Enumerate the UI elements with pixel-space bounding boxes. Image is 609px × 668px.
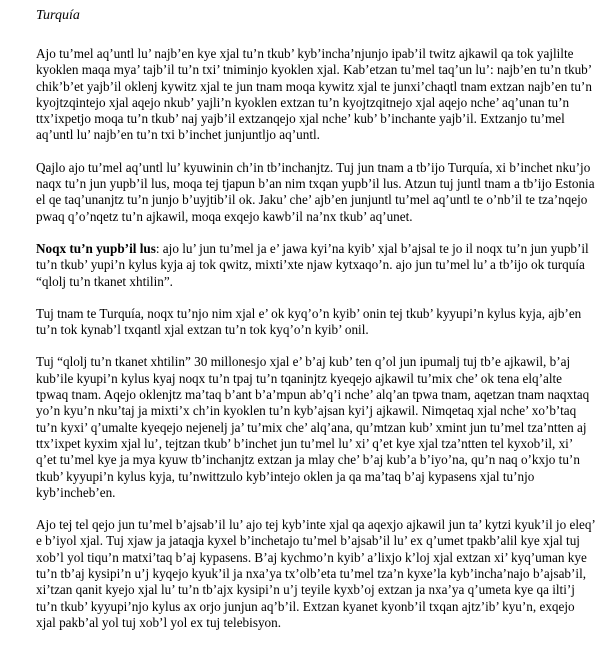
paragraph-3 (36, 241, 595, 290)
paragraph-3-bold-lead: Noqx tu’n yupb’il lus (36, 240, 156, 256)
paragraph-3-text: : ajo lu’ jun tu’mel ja e’ jawa kyi’na kyib’ xjal b’ajsal te jo il noqx tu’n jun yupb’il tu’n tkub’ yupi’n kylus kyja aj tok qwitz, mixti’xte njaw kytxaqo’n. ajo jun tu’mel lu’ a tb’ijo ok turquía “qlolj tu’n tkanet xhtilin”. (36, 240, 589, 289)
paragraph-2: Qajlo ajo tu’mel aq’untl lu’ kyuwinin ch’in tb’inchanjtz. Tuj jun tnam a tb’ijo Turquía, xi b’inchet nku’jo naqx tu’n jun yupb’il lus, moqa tej tjapun b’an nim txqan yupb’il lus. Atzun tuj juntl tnam a tb’ijo Estonia el qe taq’unanjtz tu’n junjo b’uyjtib’il ok. Jaku’ che’ ajb’en junjuntl tu’mel aq’untl te o’nb’il te tza’nqejo pwaq q’o’nqetz tu’n ajkawil, moqa exqejo kawb’il na’nx tkub’ aq’unet. (36, 159, 595, 224)
paragraph-1: Ajo tu’mel aq’untl lu’ najb’en kye xjal tu’n tkub’ kyb’incha’njunjo ipab’il twitz ajkawil qa tok yajlilte kyoklen maqa mya’ tajb’il tu’n txi’ tniminjo kyoklen xjal. Kab’etzan tu’mel taq’un lu’: najb’en tu’n tkub’ chik’b’et yajb’il oklenj kywitz xjal te jun tnam moqa kywitz xjal te junxi’chaqtl tnam extzan najb’en tu’n kyojtzqintejo xjal aqejo nkub’ yajli’n kyoklen extzan tu’n kyojtzqitnejo xjal aqejo nche’ aq’unan tu’n ttx’ixpetjo moqa tu’n tkub’ naj yajb’il extzanqejo xjal nche’ kub’ b’inchante yajb’il. Extzanjo tu’mel aq’untl lu’ najb’en tu’n txi b’inchet junjuntljo aq’untl. (36, 46, 592, 143)
paragraph-6: Ajo tej tel qejo jun tu’mel b’ajsab’il lu’ ajo tej kyb’inte xjal qa aqexjo ajkawil jun ta’ kytzi kyuk’il jo eleq’ e b’iyol xjal. Tuj xjaw ja jataqja kyxel b’inchetajo tu’mel b’ajsab’il lu’ ex q’umet tpakb’alil kye xjal tuj xob’l yol tiqu’n matxi’taq b’aj kypasens. B’aj kychmo’n kyib’ a’lixjo k’loj xjal extzan xi’ kyq’uman kye tu’n tb’aj kysipi’n u’j kyqejo kyuk’il ja nxa’ya tx’olb’eta tu’mel tza’n kyxe’la kyb’incha’najo b’ajsab’il, xi’tzan qanit kyejo xjal lu’ tu’n tb’ajx kysipi’n u’j teyile kyxb’oj extzan ja nxa’ya q’umeta kye qa ilti’j tu’n tkub’ kyyupi’njo kylus ax orjo junjun aq’b’il. Extzan kyanet kyonb’il txqan ajtz’ib’ kyu’n, exqejo xjal pakb’al yol tuj xob’l yol ex tuj telebisyon. (36, 517, 595, 630)
section-heading: Turquía (36, 8, 80, 23)
paragraph-5: Tuj “qlolj tu’n tkanet xhtilin” 30 millonesjo xjal e’ b’aj kub’ ten q’ol jun ipumalj tuj tb’e ajkawil, b’aj kub’ile kyupi’n kylus kyaj noqx tu’n tpaj tu’n tqaninjtz kyeqejo ajkawil tu’mix che’ ok tena elq’alte tpwaq tnam. Aqejo oklenjtz ma’taq b’ant b’a’mpun ab’q’i nche’ alq’an tpwa tnam, aqetzan tnam naqxtaq yo’n kyu’n nku’taj ja mixti’x ch’in kyoklen tu’n kyb’ajsan kyi’j ajkawil. Nimqetaq xjal nche’ xo’b’taq tu’n kyxi’ q’umalte kyeqejo nejenelj ja’ tu’mix che’ alq’ana, qu’mtzan kub’ xmint jun tu’mel tza’ntten aj ttx’ixpet kyxim xjal lu’, tejtzan tkub’ b’inchet jun tu’mel lu’ xi’ q’et kye xjal tza’ntten tel kyxob’il, xi’ q’et tu’mel kye ja mya kyuw tb’inchanjtz extzan ja mlay che’ b’aj kub’a b’iyo’na, qu’n naq o’kxjo tu’n tkub’ kyyupi’n kylus kyja, tu’nwittzulo kyb’intejo oklen ja qa ma’taq b’aj kypasens xjal tu’njo kyb’incheb’en. (36, 354, 590, 500)
paragraph-4: Tuj tnam te Turquía, noqx tu’njo nim xjal e’ ok kyq’o’n kyib’ onin tej tkub’ kyyupi’n kylus kyja, ajb’en tu’n tok kynab’l txqantl xjal extzan tu’n tok kyq’o’n kyib’ onil. (36, 305, 582, 338)
